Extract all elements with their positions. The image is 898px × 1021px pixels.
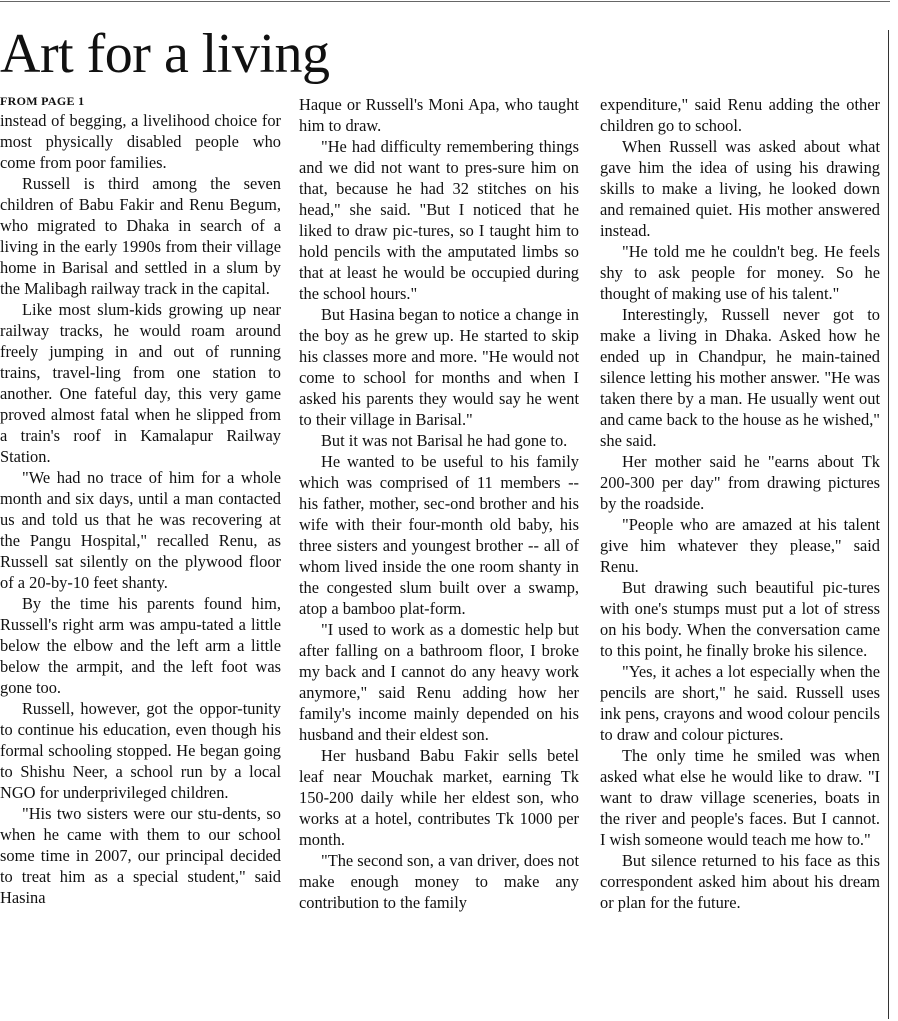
paragraph: The only time he smiled was when asked what else he would like to draw. "I want to draw village sceneries, boats in the river and people's faces. But I cannot. I wish someone would teach me how to." (600, 746, 880, 849)
column-1 (0, 92, 281, 1019)
paragraph: Interestingly, Russell never got to make a living in Dhaka. Asked how he ended up in Chandpur, he main-tained silence letting his mother answer. "He was taken there by a man. He usually went out and came back to the house as he wished," she said. (600, 305, 880, 450)
paragraph: But drawing such beautiful pic-tures with one's stumps must put a lot of stress on his body. When the conversation came to this point, he finally broke his silence. (600, 578, 880, 660)
paragraph: Russell is third among the seven children of Babu Fakir and Renu Begum, who migrated to Dhaka in search of a living in the early 1990s from their village home in Barisal and settled in a slum by the Malibagh railway track in the capital. (0, 174, 281, 298)
paragraph: "People who are amazed at his talent give him whatever they please," said Renu. (600, 515, 880, 576)
paragraph: Her husband Babu Fakir sells betel leaf near Mouchak market, earning Tk 150-200 daily while her eldest son, who works at a hotel, contributes Tk 1000 per month. (299, 746, 579, 849)
column-rule (888, 30, 889, 1019)
paragraph: By the time his parents found him, Russell's right arm was ampu-tated a little below the elbow and the left arm a little below the armpit, and the left foot was gone too. (0, 594, 281, 697)
paragraph: "His two sisters were our stu-dents, so when he came with them to our school some time in 2007, our principal decided to treat him as a special student," said Hasina (0, 804, 281, 907)
paragraph: "I used to work as a domestic help but after falling on a bathroom floor, I broke my back and I cannot do any heavy work anymore," said Renu adding how her family's income mainly depended on his husband and their eldest son. (299, 620, 579, 744)
paragraph: But Hasina began to notice a change in the boy as he grew up. He started to skip his classes more and more. "He would not come to school for months and when I asked his parents they would say he went to their village in Barisal." (299, 305, 579, 429)
paragraph: Russell, however, got the oppor-tunity to continue his education, even though his formal schooling stopped. He began going to Shishu Neer, a school run by a local NGO for underprivileged children. (0, 699, 281, 802)
headline: Art for a living (0, 23, 330, 85)
column-2 (299, 94, 579, 1021)
paragraph: Haque or Russell's Moni Apa, who taught him to draw. (299, 95, 579, 135)
paragraph: Like most slum-kids growing up near railway tracks, he would roam around freely jumping in and out of running trains, travel-ling from one station to another. One fateful day, this very game proved almost fatal when he slipped from a train's roof in Kamalapur Railway Station. (0, 300, 281, 466)
paragraph: "Yes, it aches a lot especially when the pencils are short," he said. Russell uses ink pens, crayons and wood colour pencils to draw and colour pictures. (600, 662, 880, 744)
paragraph: When Russell was asked about what gave him the idea of using his drawing skills to make a living, he looked down and remained quiet. His mother answered instead. (600, 137, 880, 240)
column-3 (600, 94, 880, 1021)
paragraph: But silence returned to his face as this correspondent asked him about his dream or plan for the future. (600, 851, 880, 912)
paragraph: He wanted to be useful to his family which was comprised of 11 members -- his father, mother, sec-ond brother and his wife with their four-month old baby, his three sisters and youngest brother -- all of whom lived inside the one room shanty in the congested slum built over a swamp, atop a bamboo plat-form. (299, 452, 579, 618)
paragraph: But it was not Barisal he had gone to. (321, 431, 568, 450)
paragraph: instead of begging, a livelihood choice for most physically disabled people who come from poor families. (0, 111, 281, 172)
kicker: FROM PAGE 1 (0, 94, 85, 108)
top-rule (0, 1, 890, 2)
paragraph: "He told me he couldn't beg. He feels shy to ask people for money. So he thought of making use of his talent." (600, 242, 880, 303)
paragraph: "He had difficulty remembering things and we did not want to pres-sure him on that, because he had 32 stitches on his head," she said. "But I noticed that he liked to draw pic-tures, so I taught him to hold pencils with the amputated limbs so that at least he would be occupied during the school hours." (299, 137, 579, 303)
paragraph: Her mother said he "earns about Tk 200-300 per day" from drawing pictures by the roadside. (600, 452, 880, 513)
paragraph: "We had no trace of him for a whole month and six days, until a man contacted us and told us that he was recovering at the Pangu Hospital," recalled Renu, as Russell sat silently on the plywood floor of a 20-by-10 feet shanty. (0, 468, 281, 592)
paragraph: "The second son, a van driver, does not make enough money to make any contribution to the family (299, 851, 579, 912)
paragraph: expenditure," said Renu adding the other children go to school. (600, 95, 880, 135)
